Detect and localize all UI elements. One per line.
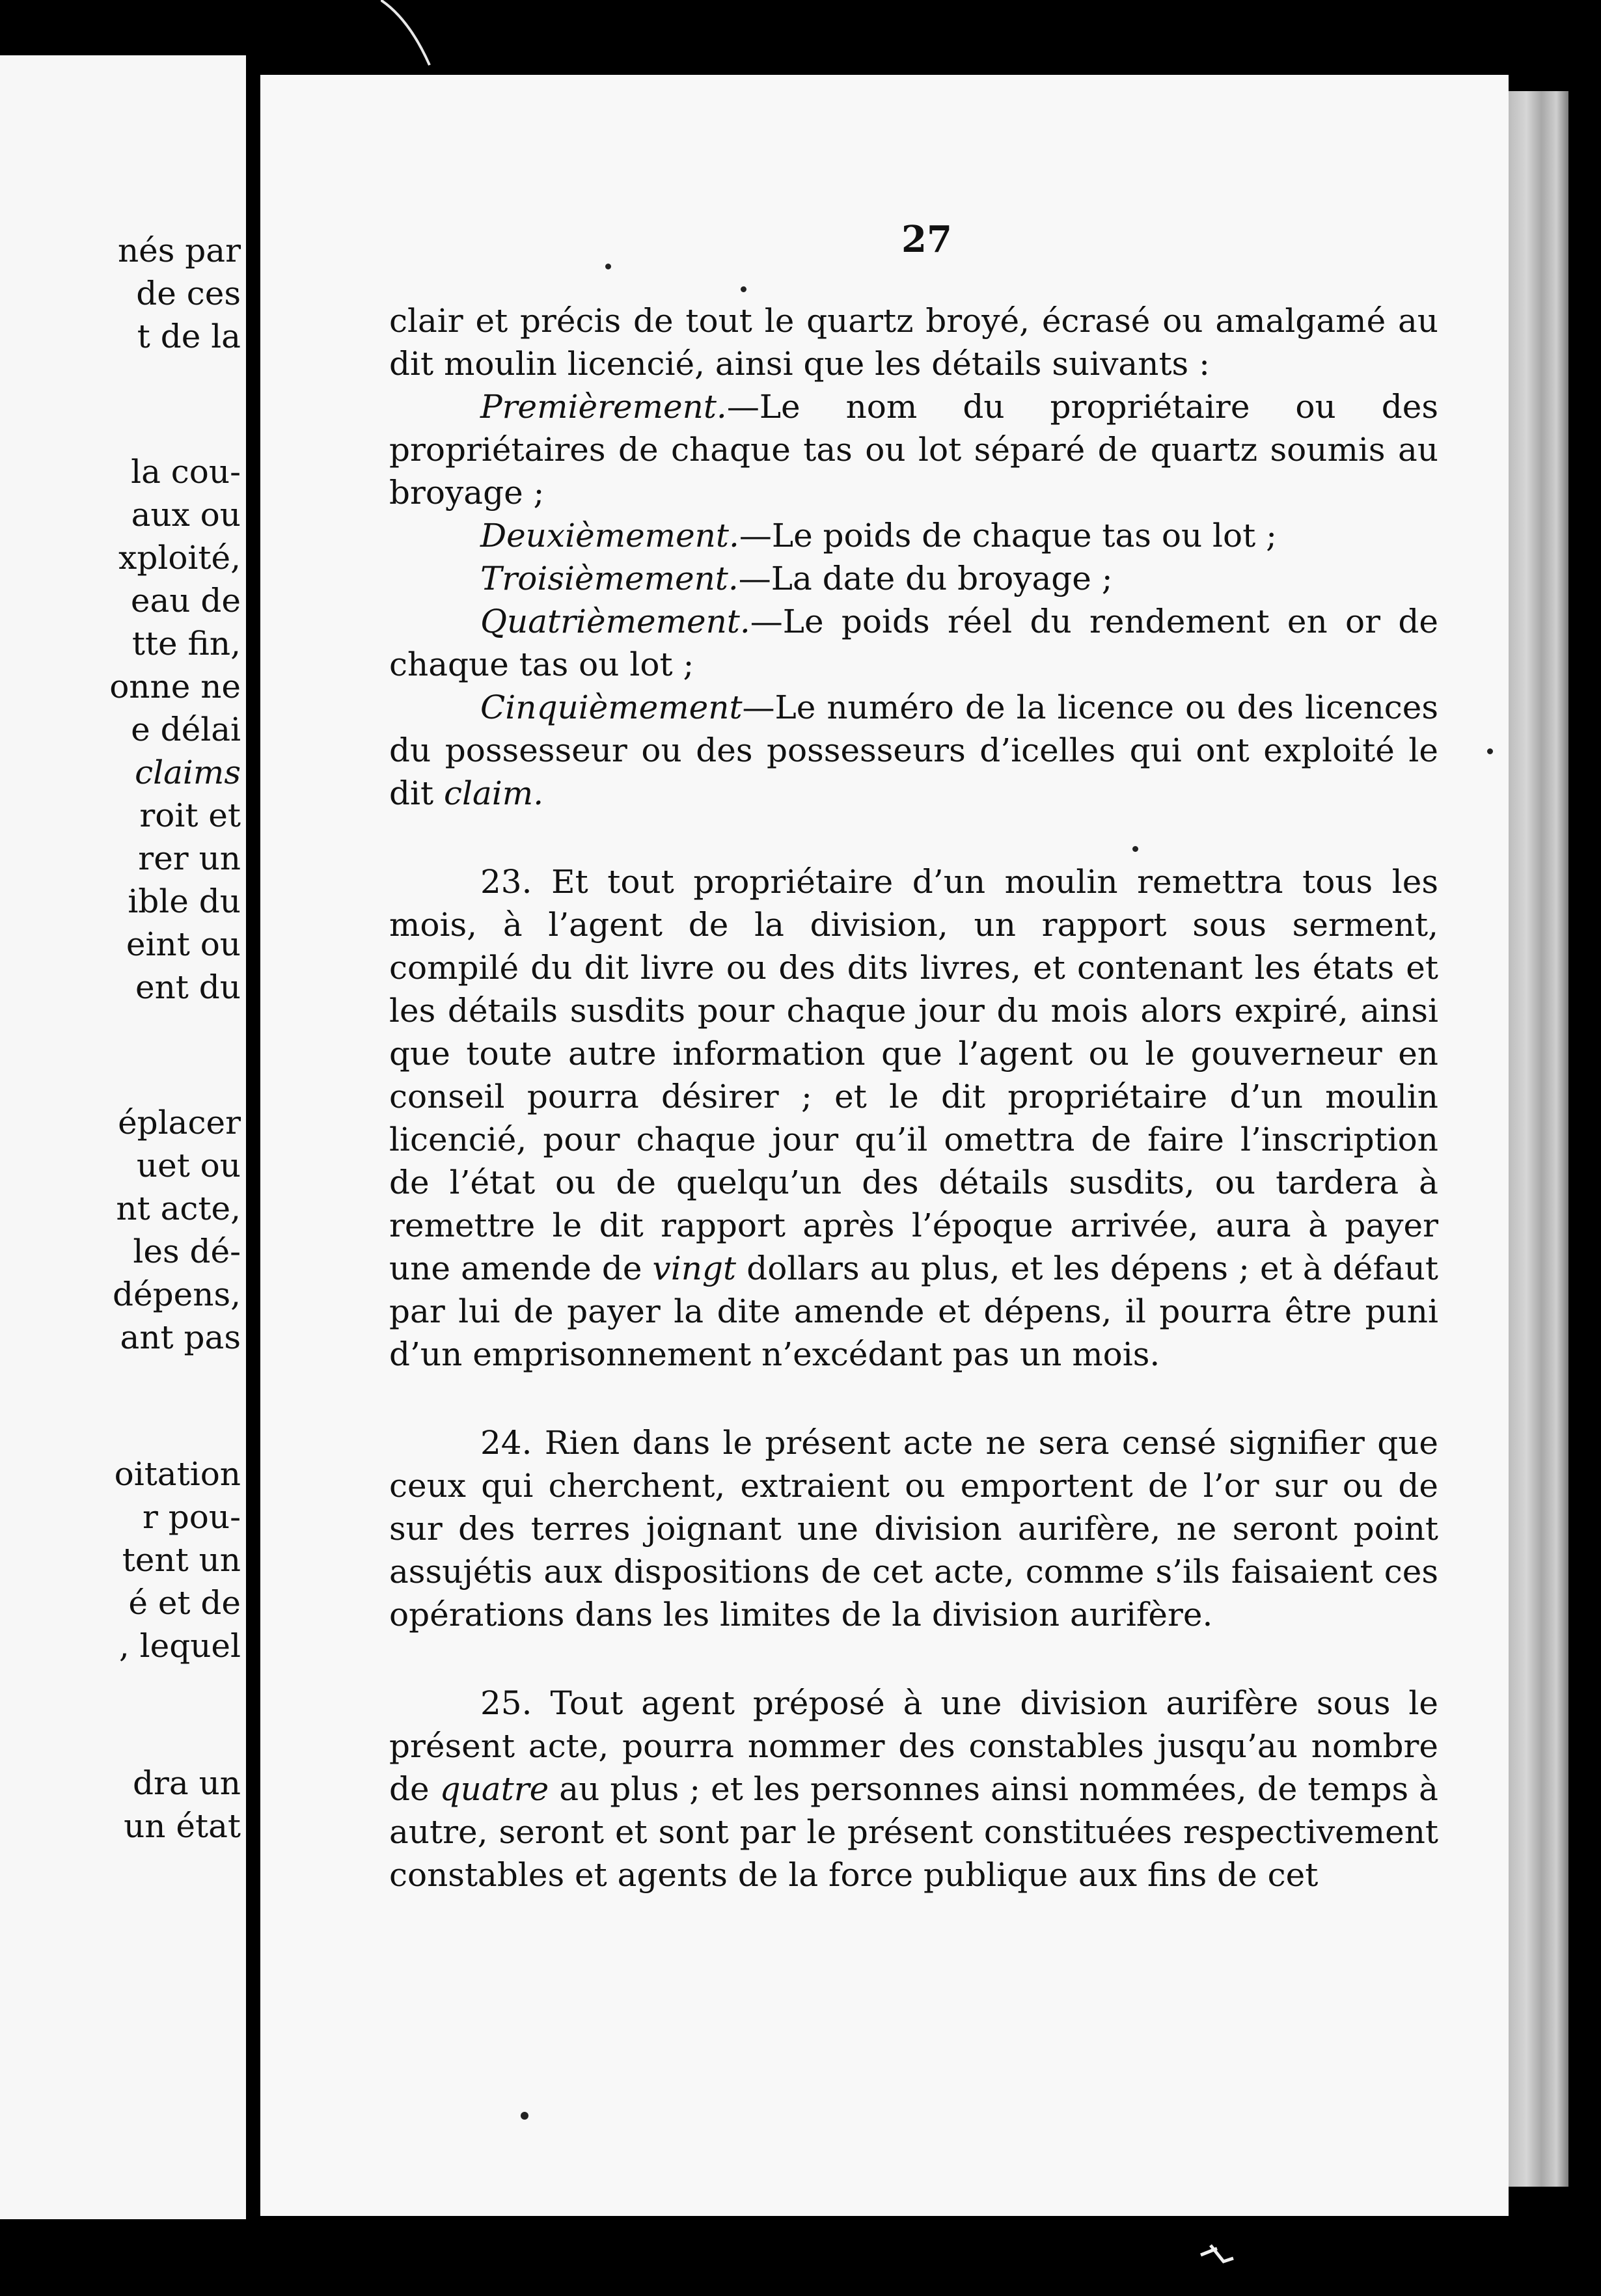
page-speck [1132, 846, 1138, 852]
section-23-italic: vingt [652, 1250, 737, 1287]
facing-page-line: e délai [131, 711, 241, 748]
facing-page-line: un état [124, 1807, 241, 1845]
section-25-italic: quatre [439, 1770, 549, 1808]
page-speck [1487, 748, 1493, 754]
item-text: —Le poids réel du rendement en or de chaque tas ou lot ; [389, 603, 1438, 683]
section-23 [389, 860, 1438, 1376]
facing-page-line: t de la [137, 318, 241, 355]
list-item-3 [389, 557, 1438, 600]
facing-page-line: xploité, [118, 539, 241, 577]
section-24: 24. Rien dans le présent acte ne sera censé signifier que ceux qui cherchent, extraient ou emportent de l’or sur ou de sur des terres joignant une division aurifère, ne seront point assujétis aux dispositions de cet acte, comme s’ils faisaient ces opérations dans les limites de la division aurifère. [389, 1424, 1438, 1633]
margin-mark [1197, 2242, 1237, 2268]
page-body [389, 299, 1438, 1896]
section-25 [389, 1682, 1438, 1896]
item-label: Premièrement. [480, 388, 727, 426]
intro-paragraph: clair et précis de tout le quartz broyé, écrasé ou amalgamé au dit moulin licencié, ainsi que les détails suivants : [389, 302, 1438, 383]
section-23-text: 23. Et tout propriétaire d’un moulin remettra tous les mois, à l’agent de la division, un rapport sous serment, compilé du dit livre ou des dits livres, et contenant les états et les détails susdits pour chaque jour du mois alors expiré, ainsi que toute autre information que l’agent ou le gouverneur en conseil pourra désirer ; et le dit propriétaire d’un moulin licencié, pour chaque jour qu’il omettra de faire l’inscription de l’état ou de quelqu’un des détails susdits, ou tardera à remettre le dit rapport après l’époque arrivée, aura à payer une amende de [389, 863, 1438, 1287]
facing-page-line: ible du [128, 882, 241, 920]
page-speck [521, 2112, 528, 2120]
section-25-text-end: au plus ; et les personnes ainsi nommées, de temps à autre, seront et sont par le présent constituées respectivement constables et agents de la force publique aux fins de cet [389, 1770, 1438, 1894]
page-number: 27 [901, 218, 952, 261]
item-text: —Le numéro de la licence ou des licences du possesseur ou des possesseurs d’icelles qui ont exploité le dit [389, 689, 1438, 812]
item-text: —Le nom du propriétaire ou des propriétaires de chaque tas ou lot séparé de quartz soumis au broyage ; [389, 388, 1438, 512]
facing-page-line: ant pas [120, 1319, 241, 1356]
list-item-2 [389, 514, 1438, 557]
item-text: —La date du broyage ; [738, 560, 1113, 597]
list-item-5 [389, 686, 1438, 815]
item-text: —Le poids de chaque tas ou lot ; [739, 517, 1277, 554]
facing-page-line: é et de [128, 1584, 241, 1622]
facing-page-line: les dé- [133, 1233, 241, 1270]
facing-page-line: éplacer [118, 1104, 241, 1141]
section-25-text: 25. Tout agent préposé à une division aurifère sous le présent acte, pourra nommer des constables jusqu’au nombre de [389, 1684, 1438, 1808]
item-tail: claim. [443, 774, 544, 812]
facing-page-line: onne ne [109, 668, 241, 705]
page-speck [605, 264, 611, 269]
facing-page-line: dra un [132, 1764, 241, 1802]
facing-page-line: tent un [122, 1541, 241, 1579]
facing-page-line: eint ou [126, 925, 241, 963]
item-label: Troisièmement. [480, 560, 739, 597]
facing-page-line: ent du [135, 968, 241, 1006]
facing-page-line: eau de [130, 582, 241, 620]
thread-mark [381, 0, 439, 72]
facing-page-line: aux ou [131, 496, 241, 534]
item-label: Quatrièmement. [480, 603, 750, 640]
facing-page-line: de ces [136, 275, 241, 312]
page-speck [741, 286, 746, 292]
facing-page-line: roit et [139, 797, 241, 834]
section-23-text-end: dollars au plus, et les dépens ; et à défaut par lui de payer la dite amende et dépens, il pourra être puni d’un emprisonnement n’excédant pas un mois. [389, 1250, 1438, 1373]
item-label: Deuxièmement. [480, 517, 739, 554]
facing-page-line: la cou- [131, 453, 241, 491]
facing-page-line: tte fin, [131, 625, 241, 663]
facing-page [0, 55, 246, 2219]
facing-page-line: rer un [138, 840, 241, 877]
facing-page-line: oitation [114, 1455, 241, 1493]
facing-page-line: , lequel [118, 1627, 241, 1665]
item-label: Cinquièmement [480, 689, 743, 726]
facing-page-line: r pou- [142, 1498, 241, 1536]
facing-page-line: dépens, [113, 1276, 241, 1313]
facing-page-line: nés par [117, 232, 241, 269]
facing-page-line: nt acte, [116, 1190, 241, 1227]
page-edge [1509, 91, 1568, 2187]
facing-page-line: uet ou [136, 1147, 241, 1184]
list-item-4 [389, 600, 1438, 686]
list-item-1 [389, 385, 1438, 514]
facing-page-line: claims [135, 754, 241, 791]
